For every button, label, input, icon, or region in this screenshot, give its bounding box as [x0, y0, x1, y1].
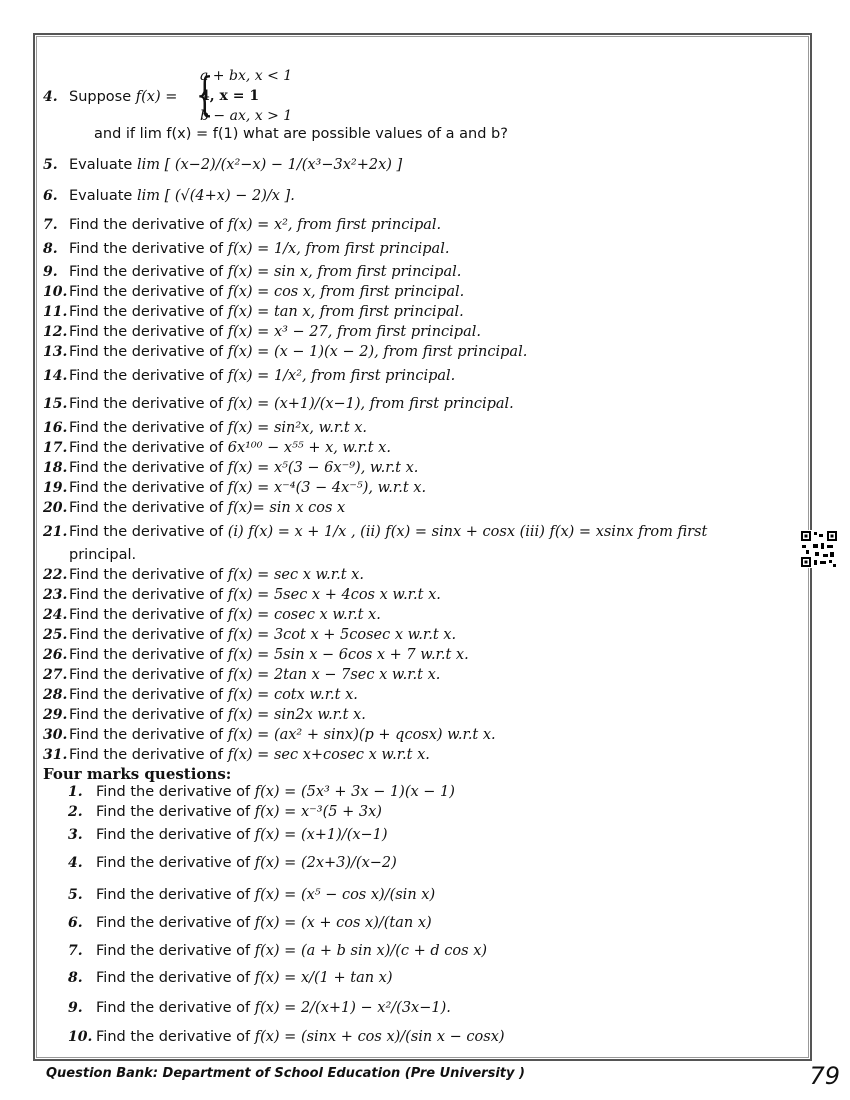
question-expression: f(x) = 1/x, from first principal. [227, 241, 450, 257]
question-text: Find the derivative of [69, 727, 228, 743]
question-line [94, 125, 508, 143]
question-expression: lim [ (x−2)/(x²−x) − 1/(x³−3x²+2x) ] [136, 157, 403, 173]
question-text: Find the derivative of [69, 524, 228, 540]
question-line [43, 523, 707, 541]
question-number: 9. [43, 264, 58, 280]
question-text: Find the derivative of [96, 1000, 255, 1016]
question-number: 23. [43, 587, 68, 603]
question-expression: f(x) = (a + b sin x)/(c + d cos x) [254, 943, 488, 959]
question-text: Find the derivative of [69, 396, 228, 412]
question-number: 7. [43, 217, 58, 233]
question-line [43, 586, 441, 604]
question-number: 4. [68, 855, 83, 871]
question-expression: f(x) = (x + cos x)/(tan x) [254, 915, 432, 931]
question-expression: f(x) = (ax² + sinx)(p + qcosx) w.r.t x. [227, 727, 496, 743]
question-expression: f(x)= sin x cos x [227, 500, 346, 516]
question-text: Find the derivative of [96, 827, 255, 843]
question-expression: f(x) = x⁻³(5 + 3x) [254, 804, 382, 820]
case-line-2: 4, x = 1 [200, 88, 260, 104]
footer-source: Question Bank: Department of School Education (Pre University ) [46, 1066, 525, 1081]
page-number: 79 [809, 1062, 840, 1090]
question-line [43, 646, 469, 664]
question-number: 18. [43, 460, 68, 476]
case-line-3: b − ax, x > 1 [200, 108, 293, 124]
question-expression: f(x) = cos x, from first principal. [227, 284, 465, 300]
question-line [43, 706, 366, 724]
question-number: 21. [43, 524, 68, 540]
question-expression: (i) f(x) = x + 1/x , (ii) f(x) = sinx + cosx (iii) f(x) = xsinx from first [227, 524, 708, 540]
question-number: 27. [43, 667, 68, 683]
question-line [43, 566, 364, 584]
question-line [43, 606, 381, 624]
question-text: Find the derivative of [96, 887, 255, 903]
four-mark-question [68, 942, 487, 960]
question-text: Find the derivative of [69, 264, 228, 280]
question-line [43, 459, 418, 477]
question-text: Find the derivative of [69, 420, 228, 436]
question-expression: lim [ (√(4+x) − 2)/x ]. [136, 188, 295, 204]
question-text: Find the derivative of [96, 970, 255, 986]
question-number: 30. [43, 727, 68, 743]
question-number: 8. [43, 241, 58, 257]
qr-code-icon [800, 530, 838, 568]
question-line [43, 323, 481, 341]
question-expression: 6x¹⁰⁰ − x⁵⁵ + x, w.r.t x. [227, 440, 391, 456]
question-text: Find the derivative of [69, 284, 228, 300]
question-expression: f(x) = tan x, from first principal. [227, 304, 464, 320]
question-text: Evaluate [69, 157, 137, 173]
question-text: Find the derivative of [69, 607, 228, 623]
question-line [69, 546, 136, 564]
question-line [43, 419, 367, 437]
question-number: 1. [68, 784, 83, 800]
question-expression: f(x) = [135, 89, 178, 105]
four-mark-question [68, 914, 432, 932]
question-text: Find the derivative of [96, 784, 255, 800]
question-text: Find the derivative of [69, 460, 228, 476]
question-text: Find the derivative of [69, 567, 228, 583]
question-line [43, 666, 440, 684]
question-number: 10. [68, 1029, 93, 1045]
piecewise-brace: { [195, 67, 214, 121]
question-line [43, 499, 345, 517]
question-number: 26. [43, 647, 68, 663]
question-expression: f(x) = x³ − 27, from first principal. [227, 324, 481, 340]
question-line [43, 395, 514, 413]
question-expression: f(x) = 3cot x + 5cosec x w.r.t x. [227, 627, 457, 643]
question-text: Find the derivative of [69, 667, 228, 683]
question-expression: f(x) = cosec x w.r.t x. [227, 607, 381, 623]
question-number: 15. [43, 396, 68, 412]
question-expression: f(x) = (x⁵ − cos x)/(sin x) [254, 887, 436, 903]
question-text: Find the derivative of [69, 747, 228, 763]
question-line [43, 216, 441, 234]
question-text: Find the derivative of [69, 368, 228, 384]
question-expression: f(x) = x⁻⁴(3 − 4x⁻⁵), w.r.t x. [227, 480, 427, 496]
question-line [43, 303, 464, 321]
question-line [43, 439, 391, 457]
question-expression: f(x) = (x+1)/(x−1) [254, 827, 388, 843]
question-expression: f(x) = (x+1)/(x−1), from first principal. [227, 396, 514, 412]
question-number: 4. [43, 89, 58, 105]
question-text: Find the derivative of [69, 304, 228, 320]
case-line-1: a + bx, x < 1 [200, 68, 293, 84]
question-line [43, 88, 177, 106]
question-text: Find the derivative of [69, 647, 228, 663]
question-text: Find the derivative of [69, 687, 228, 703]
four-mark-question [68, 886, 435, 904]
question-line [43, 686, 358, 704]
question-number: 29. [43, 707, 68, 723]
four-mark-question [68, 1028, 505, 1046]
question-line [43, 343, 527, 361]
question-expression: f(x) = x/(1 + tan x) [254, 970, 393, 986]
question-text: Find the derivative of [69, 217, 228, 233]
question-expression: f(x) = (2x+3)/(x−2) [254, 855, 397, 871]
question-line [43, 187, 295, 205]
question-number: 17. [43, 440, 68, 456]
question-number: 25. [43, 627, 68, 643]
four-mark-question [68, 803, 382, 821]
question-text: Find the derivative of [69, 324, 228, 340]
question-line [43, 156, 402, 174]
question-number: 5. [43, 157, 58, 173]
question-text: Find the derivative of [69, 707, 228, 723]
question-expression: f(x) = x², from first principal. [227, 217, 442, 233]
four-mark-question [68, 969, 393, 987]
question-text: Find the derivative of [69, 627, 228, 643]
question-number: 14. [43, 368, 68, 384]
question-expression: f(x) = cotx w.r.t x. [227, 687, 358, 703]
question-number: 2. [68, 804, 83, 820]
question-expression: f(x) = sin x, from first principal. [227, 264, 462, 280]
question-number: 8. [68, 970, 83, 986]
question-number: 13. [43, 344, 68, 360]
question-number: 11. [43, 304, 68, 320]
question-number: 12. [43, 324, 68, 340]
four-mark-question [68, 854, 397, 872]
question-number: 20. [43, 500, 68, 516]
question-number: 16. [43, 420, 68, 436]
question-line [43, 263, 461, 281]
question-expression: f(x) = 1/x², from first principal. [227, 368, 456, 384]
question-expression: f(x) = sec x w.r.t x. [227, 567, 364, 583]
question-text: Find the derivative of [96, 855, 255, 871]
question-expression: f(x) = 2/(x+1) − x²/(3x−1). [254, 1000, 451, 1016]
question-number: 24. [43, 607, 68, 623]
question-line [43, 746, 430, 764]
question-line [43, 283, 464, 301]
question-text: Find the derivative of [69, 344, 228, 360]
question-expression: f(x) = (5x³ + 3x − 1)(x − 1) [254, 784, 455, 800]
question-expression: f(x) = 5sin x − 6cos x + 7 w.r.t x. [227, 647, 469, 663]
four-mark-question [68, 999, 451, 1017]
question-expression: f(x) = 2tan x − 7sec x w.r.t x. [227, 667, 441, 683]
question-expression: f(x) = sec x+cosec x w.r.t x. [227, 747, 430, 763]
four-mark-question [68, 783, 455, 801]
question-text: Find the derivative of [96, 943, 255, 959]
question-line [43, 240, 449, 258]
question-expression: f(x) = x⁵(3 − 6x⁻⁹), w.r.t x. [227, 460, 419, 476]
question-number: 10. [43, 284, 68, 300]
question-line [43, 479, 426, 497]
question-text: Evaluate [69, 188, 137, 204]
question-text: Find the derivative of [69, 440, 228, 456]
question-expression: f(x) = sin2x w.r.t x. [227, 707, 366, 723]
question-expression: f(x) = (sinx + cos x)/(sin x − cosx) [254, 1029, 505, 1045]
question-text: Suppose [69, 89, 136, 105]
question-text: Find the derivative of [69, 500, 228, 516]
four-mark-question [68, 826, 388, 844]
question-number: 28. [43, 687, 68, 703]
question-line [43, 626, 456, 644]
question-expression: f(x) = 5sec x + 4cos x w.r.t x. [227, 587, 441, 603]
question-text: Find the derivative of [96, 1029, 255, 1045]
question-line [43, 367, 455, 385]
question-number: 19. [43, 480, 68, 496]
question-text: Find the derivative of [69, 480, 228, 496]
question-text: principal. [69, 547, 137, 563]
four-marks-heading: Four marks questions: [43, 765, 232, 783]
question-text: Find the derivative of [96, 915, 255, 931]
question-number: 22. [43, 567, 68, 583]
question-expression: f(x) = (x − 1)(x − 2), from first principal. [227, 344, 528, 360]
question-number: 7. [68, 943, 83, 959]
question-text: Find the derivative of [96, 804, 255, 820]
question-number: 31. [43, 747, 68, 763]
question-number: 3. [68, 827, 83, 843]
piecewise-cases [200, 66, 292, 126]
question-text: Find the derivative of [69, 241, 228, 257]
question-number: 6. [43, 188, 58, 204]
question-expression: f(x) = sin²x, w.r.t x. [227, 420, 368, 436]
question-number: 5. [68, 887, 83, 903]
question-text: Find the derivative of [69, 587, 228, 603]
question-number: 6. [68, 915, 83, 931]
question-number: 9. [68, 1000, 83, 1016]
question-line [43, 726, 496, 744]
question-text: and if lim f(x) = f(1) what are possible values of a and b? [94, 126, 508, 142]
